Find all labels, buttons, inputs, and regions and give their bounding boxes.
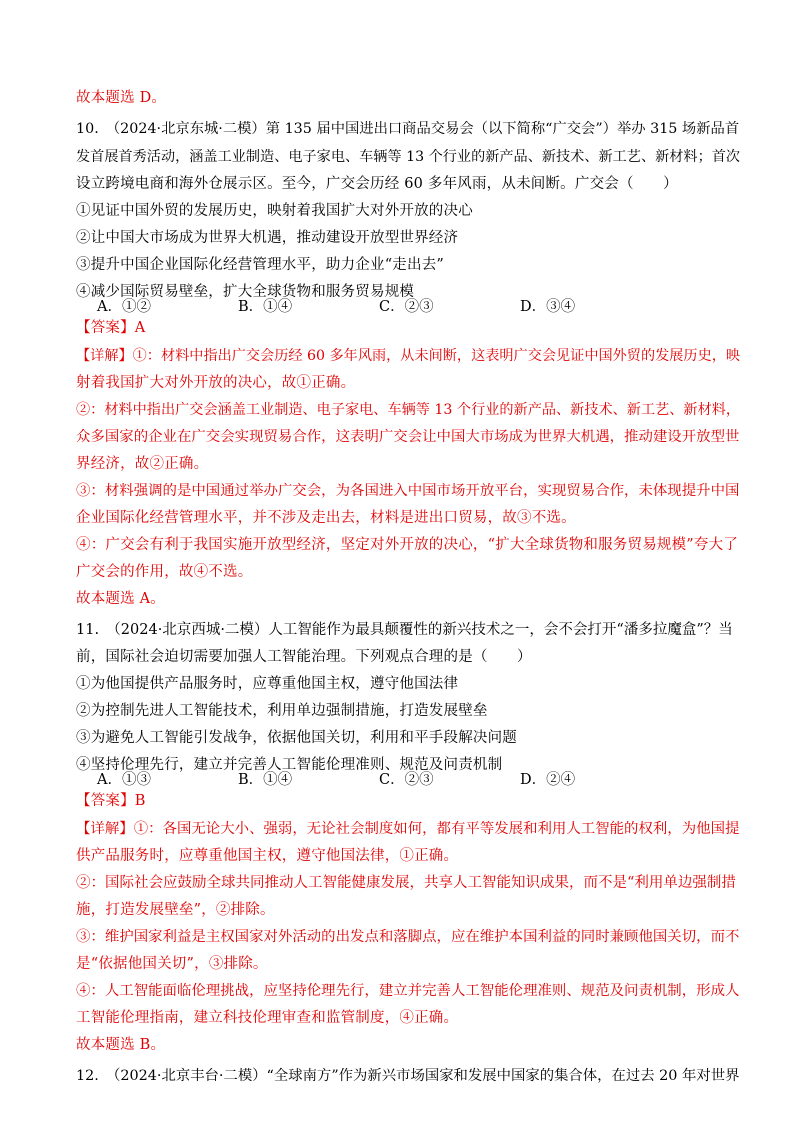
text-line: 故本题选 A。: [76, 591, 165, 607]
text-line: ③：维护国家利益是主权国家对外活动的出发点和落脚点，应在维护本国利益的同时兼顾他国关切，而不: [76, 929, 740, 945]
text-line: 设立跨境电商和海外仓展示区。至今，广交会历经 60 多年风雨，从未间断。广交会（ ）: [76, 176, 678, 192]
text-line: 供产品服务时，应尊重他国主权，遵守他国法律，①正确。: [76, 848, 459, 864]
q11-option-a: A．①③: [97, 772, 151, 788]
text-line: ④坚持伦理先行，建立并完善人工智能伦理准则、规范及问责机制: [76, 757, 503, 773]
text-line: ②：国际社会应鼓励全球共同推动人工智能健康发展，共享人工智能知识成果，而不是“利用单边强制措: [76, 875, 736, 891]
text-line: 【答案】A: [76, 320, 146, 336]
text-line: ①见证中国外贸的发展历史，映射着我国扩大对外开放的决心: [76, 203, 473, 219]
text-line: ②：材料中指出广交会涵盖工业制造、电子家电、车辆等 13 个行业的新产品、新技术、新工艺、新材料，: [76, 402, 741, 418]
text-line: 企业国际化经营管理水平，并不涉及走出去，材料是进出口贸易，故③不选。: [76, 510, 576, 526]
text-line: 施，打造发展壁垒”，②排除。: [76, 902, 275, 918]
text-line: ④：人工智能面临伦理挑战，应坚持伦理先行，建立并完善人工智能伦理准则、规范及问责机制，形成人: [76, 983, 740, 999]
text-line: 12. （2024·北京丰台·二模）“全球南方”作为新兴市场国家和发展中国家的集合体，在过去 20 年对世界: [76, 1068, 740, 1084]
text-line: ④：广交会有利于我国实施开放型经济，坚定对外开放的决心，“扩大全球货物和服务贸易规模”夸大了: [76, 537, 739, 553]
q11-option-b: B．①④: [238, 772, 293, 788]
text-line: ②让中国大市场成为世界大机遇，推动建设开放型世界经济: [76, 230, 459, 246]
text-line: 众多国家的企业在广交会实现贸易合作，这表明广交会让中国大市场成为世界大机遇，推动建设开放型世: [76, 429, 740, 445]
text-line: ④减少国际贸易壁垒，扩大全球货物和服务贸易规模: [76, 284, 415, 300]
text-line: 界经济，故②正确。: [76, 456, 209, 472]
q10-option-b: B．①④: [238, 299, 293, 315]
text-line: 工智能伦理指南，建立科技伦理审查和监管制度，④正确。: [76, 1010, 459, 1026]
text-line: ③：材料强调的是中国通过举办广交会，为各国进入中国市场开放平台，实现贸易合作，未体现提升中国: [76, 483, 740, 499]
text-line: 前，国际社会迫切需要加强人工智能治理。下列观点合理的是（ ）: [76, 649, 532, 665]
text-line: 【详解】①：各国无论大小、强弱，无论社会制度如何，都有平等发展和利用人工智能的权利，为他国提: [76, 821, 740, 837]
q11-option-d: D．②④: [520, 772, 576, 788]
text-line: 故本题选 B。: [76, 1037, 166, 1053]
text-line: 11. （2024·北京西城·二模）人工智能作为最具颠覆性的新兴技术之一，会不会打开“潘多拉魔盒”？当: [76, 622, 733, 638]
text-line: 发首展首秀活动，涵盖工业制造、电子家电、车辆等 13 个行业的新产品、新技术、新工艺、新材料；首次: [76, 149, 741, 165]
text-line: ③为避免人工智能引发战争，依据他国关切，利用和平手段解决问题: [76, 730, 517, 746]
q10-option-a: A．①②: [97, 299, 151, 315]
q10-option-d: D．③④: [520, 299, 576, 315]
text-line: 10. （2024·北京东城·二模）第 135 届中国进出口商品交易会（以下简称“广交会”）举办 315 场新品首: [76, 121, 740, 137]
q10-option-c: C．②③: [379, 299, 434, 315]
text-line: ①为他国提供产品服务时，应尊重他国主权，遵守他国法律: [76, 676, 459, 692]
text-line: 射着我国扩大对外开放的决心，故①正确。: [76, 375, 356, 391]
q11-option-c: C．②③: [379, 772, 434, 788]
text-line: 【详解】①：材料中指出广交会历经 60 多年风雨，从未间断，这表明广交会见证中国外贸的发展历史，映: [76, 348, 741, 364]
text-line: 是“依据他国关切”，③排除。: [76, 956, 268, 972]
text-line: 故本题选 D。: [76, 90, 167, 106]
text-line: ③提升中国企业国际化经营管理水平，助力企业“走出去”: [76, 257, 445, 273]
text-line: 【答案】B: [76, 793, 146, 809]
text-line: ②为控制先进人工智能技术，利用单边强制措施，打造发展壁垒: [76, 703, 488, 719]
text-line: 广交会的作用，故④不选。: [76, 564, 253, 580]
